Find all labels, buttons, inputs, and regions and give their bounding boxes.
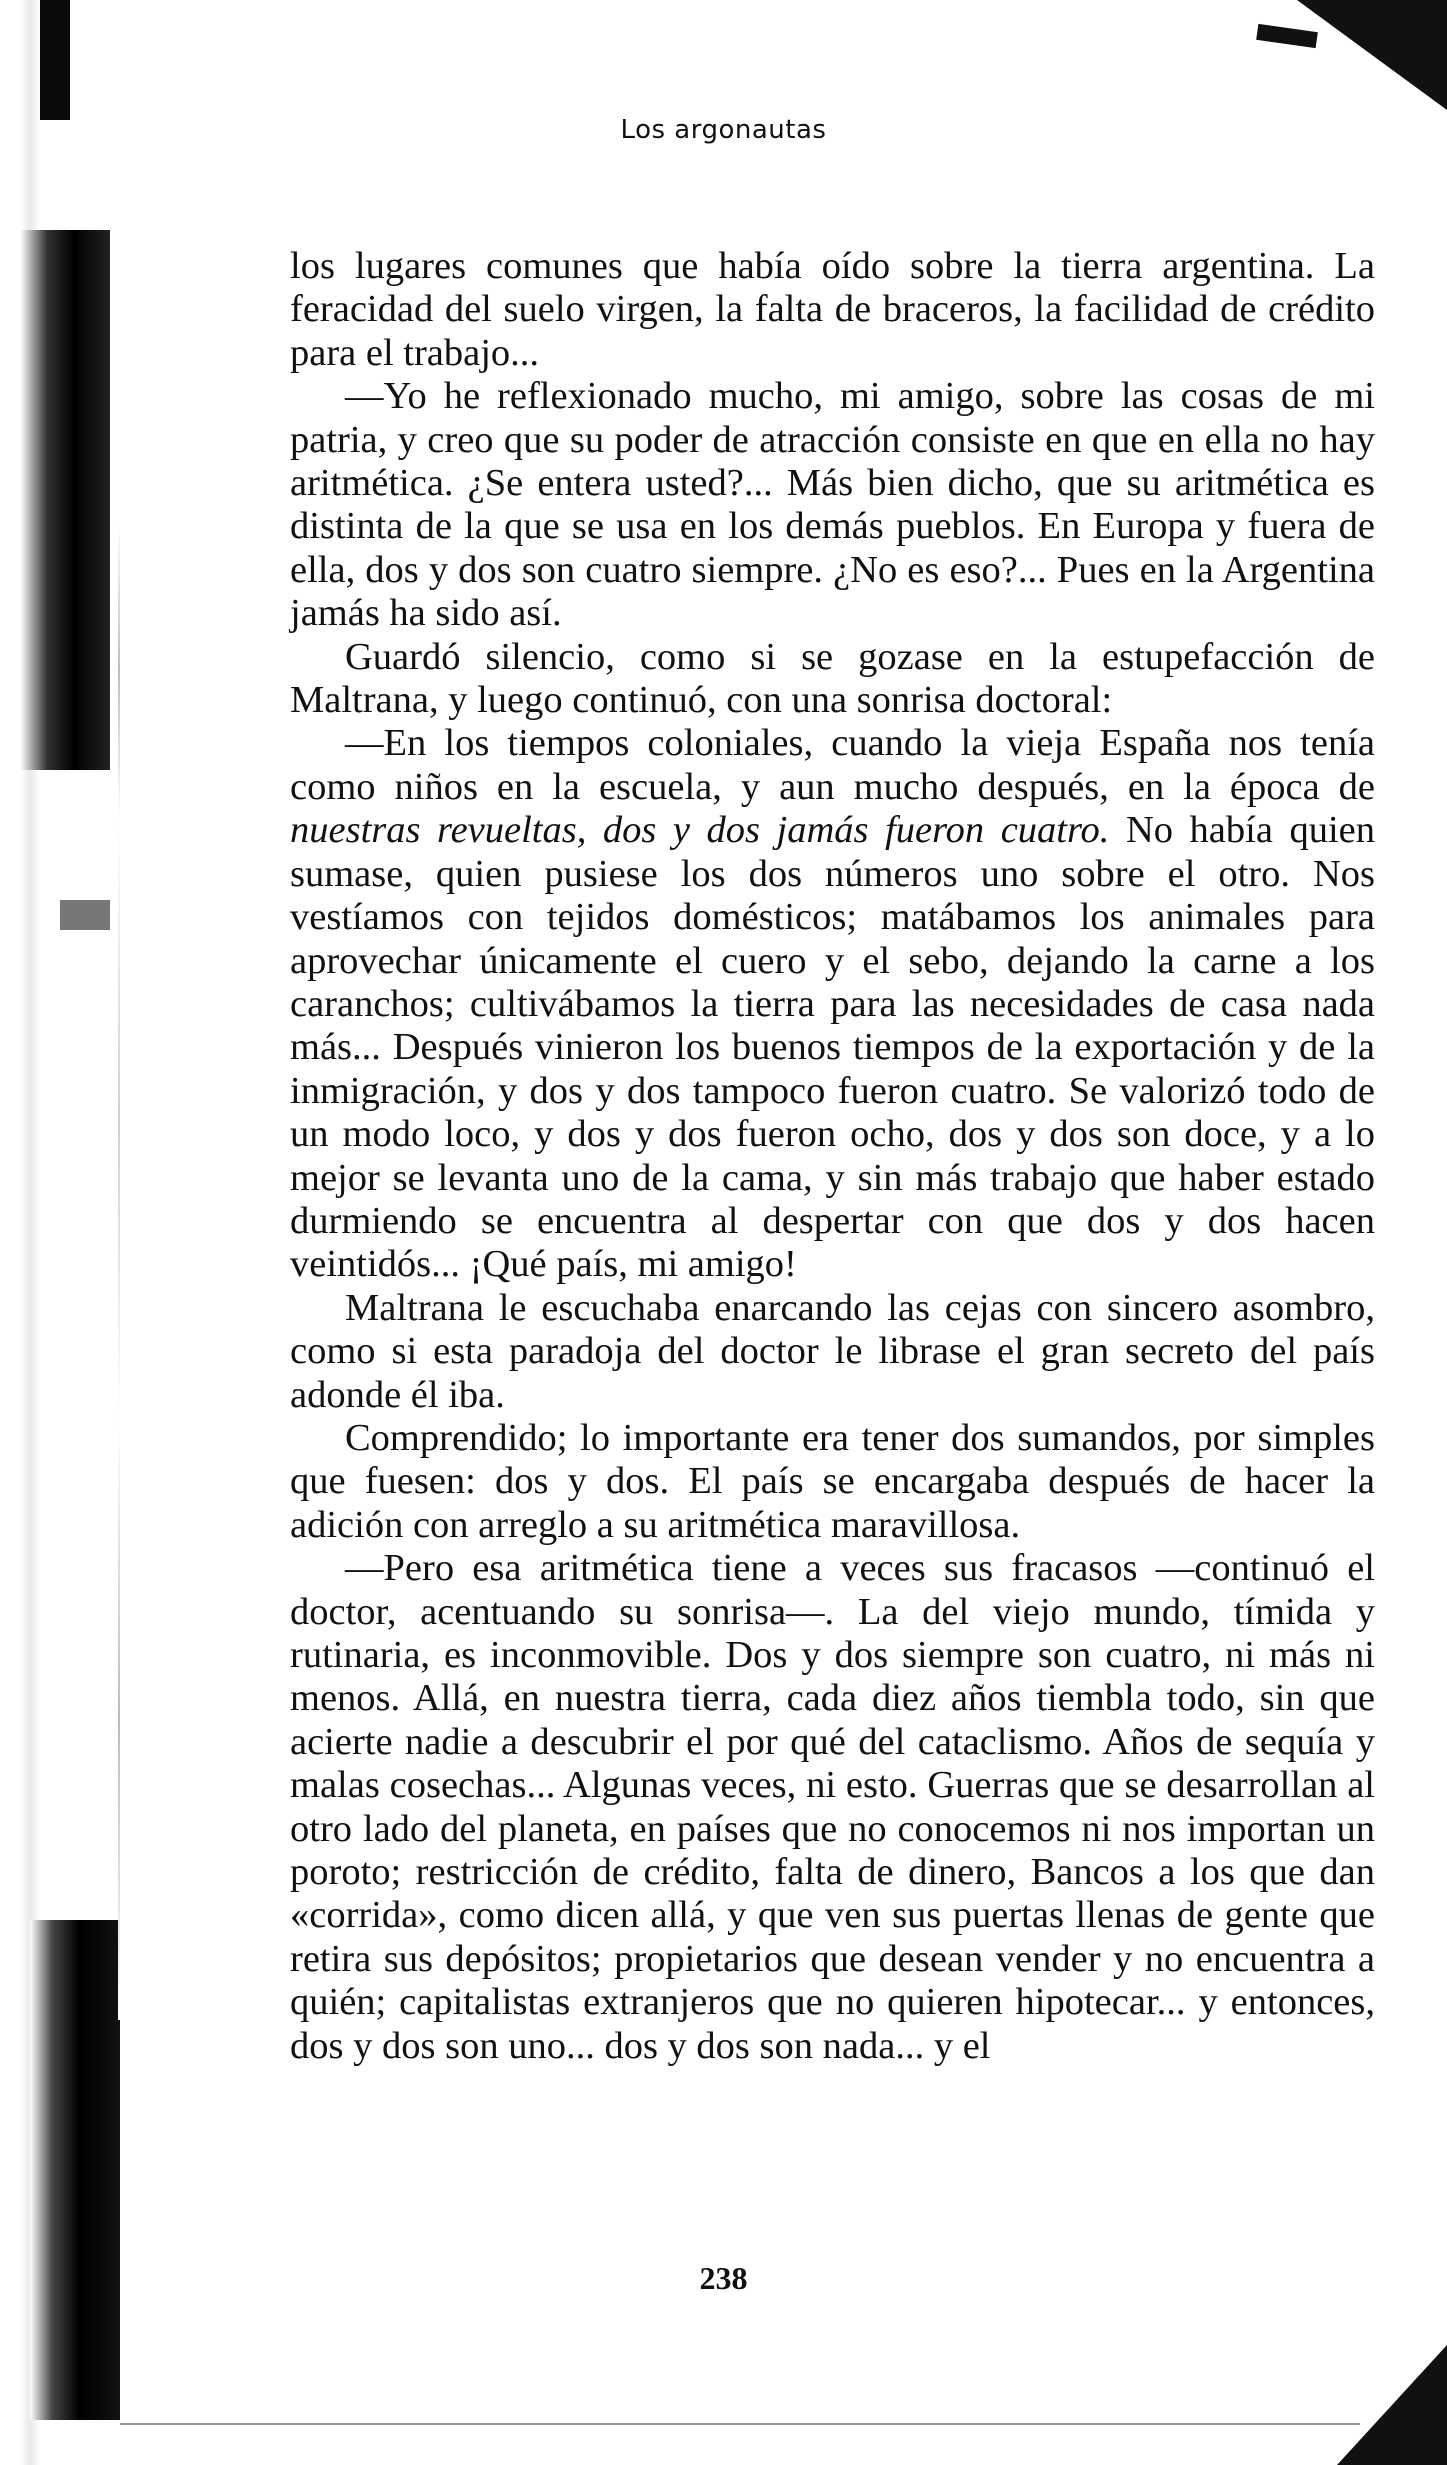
- scan-artifact-left-mark: [60, 900, 110, 930]
- scan-artifact-top-right: [1297, 0, 1447, 110]
- scan-bottom-line: [120, 2423, 1360, 2425]
- scan-artifact-top-left: [40, 0, 70, 120]
- paragraph: [290, 1547, 1375, 2068]
- scan-artifact-left-upper: [20, 230, 110, 770]
- running-header: Los argonautas: [620, 115, 827, 145]
- paragraph: [290, 636, 1375, 723]
- paragraph: [290, 722, 1375, 1286]
- paragraph: [290, 245, 1375, 375]
- paragraph: [290, 1287, 1375, 1417]
- scan-artifact-left-lower: [30, 1920, 120, 2420]
- page-number: 238: [699, 2260, 748, 2296]
- paragraph: [290, 1417, 1375, 1547]
- text-run: No había quien sumase, quien pusiese los dos números uno sobre el otro. Nos vestíamos con tejidos domésticos; matábamos los animales para aprovechar únicamente el cuero y el sebo, dejando la carne a los caranchos; cultivábamos la tierra para las necesidades de casa nada más... Después vinieron los buenos tiempos de la exportación y de la inmigración, y dos y dos tampoco fueron cuatro. Se valorizó todo de un modo loco, y dos y dos fueron ocho, dos y dos son doce, y a lo mejor se levanta uno de la cama, y sin más trabajo que haber estado durmiendo se encuentra al despertar con que dos y dos hacen veintidós... ¡Qué país, mi amigo!: [290, 809, 1375, 1286]
- text-run: Maltrana le escuchaba enarcando las cejas con sincero asombro, como si esta paradoja del doctor le librase el gran secreto del país adonde él iba.: [290, 1286, 1375, 1416]
- paragraph: [290, 375, 1375, 635]
- italic-text: nuestras revueltas, dos y dos jamás fueron cuatro.: [290, 809, 1110, 852]
- text-run: Guardó silencio, como si se gozase en la estupefacción de Maltrana, y luego continuó, con una sonrisa doctoral:: [290, 635, 1375, 722]
- scan-margin-line: [118, 520, 120, 2020]
- text-run: —Yo he reflexionado mucho, mi amigo, sobre las cosas de mi patria, y creo que su poder de atracción consiste en que en ella no hay aritmética. ¿Se entera usted?... Más bien dicho, que su aritmética es distinta de la que se usa en los demás pueblos. En Europa y fuera de ella, dos y dos son cuatro siempre. ¿No es eso?... Pues en la Argentina jamás ha sido así.: [290, 375, 1375, 635]
- body-text: [290, 245, 1375, 2068]
- text-run: los lugares comunes que había oído sobre la tierra argentina. La feracidad del suelo virgen, la falta de braceros, la facilidad de crédito para el trabajo...: [290, 245, 1375, 374]
- scan-artifact-bottom-right: [1337, 2345, 1447, 2465]
- text-run: Comprendido; lo importante era tener dos sumandos, por simples que fuesen: dos y dos. El país se encargaba después de hacer la adición con arreglo a su aritmética maravillosa.: [290, 1416, 1375, 1546]
- text-run: —Pero esa aritmética tiene a veces sus fracasos —continuó el doctor, acentuando su sonrisa—. La del viejo mundo, tímida y rutinaria, es inconmovible. Dos y dos siempre son cuatro, ni más ni menos. Allá, en nuestra tierra, cada diez años tiembla todo, sin que acierte nadie a descubrir el por qué del cataclismo. Años de sequía y malas cosechas... Algunas veces, ni esto. Guerras que se desarrollan al otro lado del planeta, en países que no conocemos ni nos importan un poroto; restricción de crédito, falta de dinero, Bancos a los que dan «corrida», como dicen allá, y que ven sus puertas llenas de gente que retira sus depósitos; propietarios que desean vender y no encuentra a quién; capitalistas extranjeros que no quieren hipotecar... y entonces, dos y dos son uno... dos y dos son nada... y el: [290, 1547, 1375, 2067]
- text-run: —En los tiempos coloniales, cuando la vieja España nos tenía como niños en la escuela, y aun mucho después, en la época de: [290, 722, 1375, 808]
